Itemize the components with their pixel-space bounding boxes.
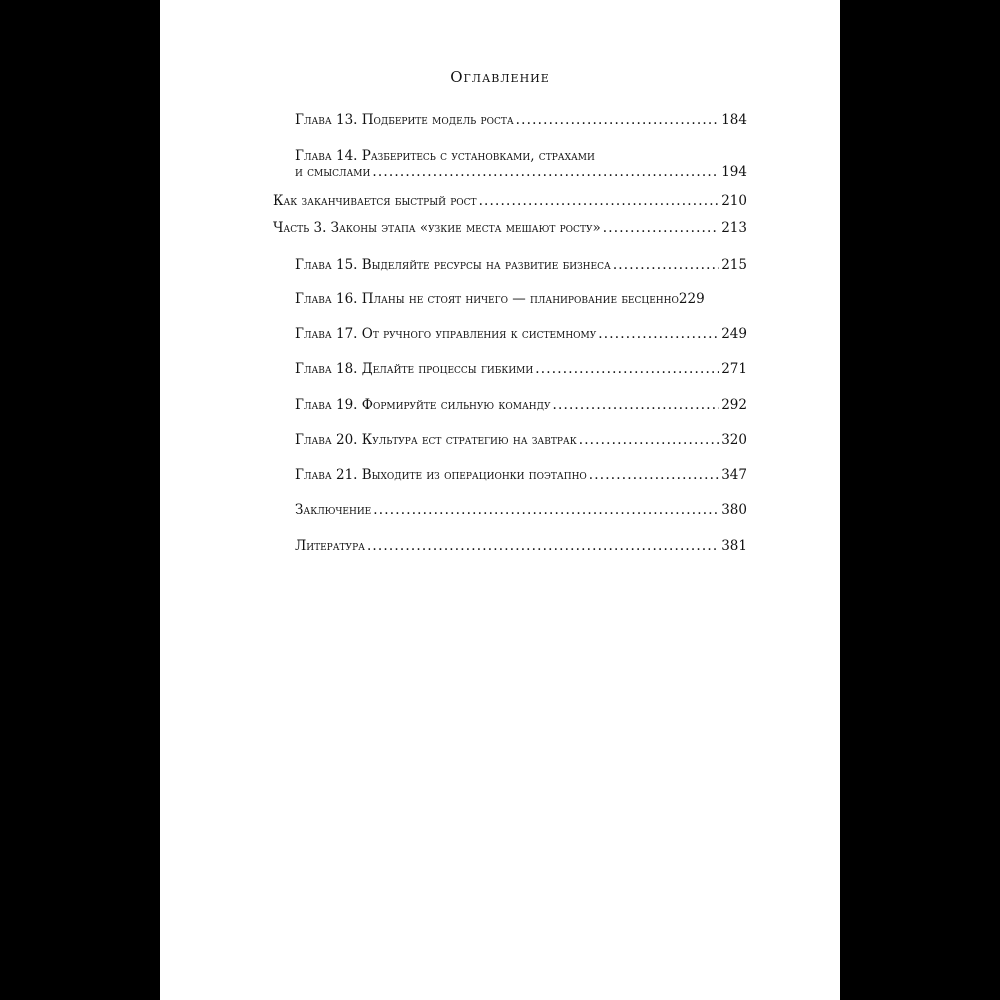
toc-leader-dots (373, 502, 719, 518)
toc-entry-fast-growth-end (273, 193, 747, 209)
toc-page-number: 184 (721, 112, 747, 128)
toc-page-number: 347 (721, 467, 747, 483)
toc-entry-chapter-13 (295, 112, 747, 128)
toc-entry-chapter-15 (295, 257, 747, 273)
toc-page-number: 381 (721, 538, 747, 554)
toc-leader-dots (535, 361, 719, 377)
toc-entry-label: Глава 15. Выделяйте ресурсы на развитие бизнеса (295, 257, 611, 273)
toc-entry-label: Глава 18. Делайте процессы гибкими (295, 361, 534, 377)
toc-entry-label: Глава 16. Планы не стоят ничего — планирование бесценно (295, 291, 679, 307)
toc-leader-dots (598, 326, 719, 342)
toc-leader-dots (552, 397, 719, 413)
toc-entry-label: Глава 20. Культура ест стратегию на завтрак (295, 432, 577, 448)
toc-page-number: 271 (721, 361, 747, 377)
toc-entry-label: Литература (295, 538, 365, 554)
toc-entry-chapter-20 (295, 432, 747, 448)
toc-entry-part-3 (273, 220, 747, 236)
toc-page-number: 215 (721, 257, 747, 273)
toc-leader-dots (516, 112, 720, 128)
toc-entry-label: Глава 13. Подберите модель роста (295, 112, 514, 128)
toc-page-number: 194 (721, 164, 747, 180)
toc-leader-dots (479, 193, 720, 209)
toc-entry-chapter-21 (295, 467, 747, 483)
toc-entry-label: Заключение (295, 502, 372, 518)
toc-entry-label-line1: Глава 14. Разберитесь с установками, страхами (295, 148, 595, 164)
table-of-contents (160, 0, 840, 1000)
toc-page-number: 380 (721, 502, 747, 518)
toc-leader-dots (579, 432, 720, 448)
toc-entry-label-line2: и смыслами (295, 164, 371, 180)
toc-page-number: 213 (721, 220, 747, 236)
page-title: Оглавление (450, 68, 550, 86)
book-page (160, 0, 840, 1000)
toc-leader-dots (589, 467, 719, 483)
toc-page-number: 320 (721, 432, 747, 448)
toc-leader-dots (367, 538, 719, 554)
toc-entry-label: Как заканчивается быстрый рост (273, 193, 477, 209)
toc-entry-references (295, 538, 747, 554)
toc-entry-chapter-17 (295, 326, 747, 342)
toc-entry-conclusion (295, 502, 747, 518)
toc-leader-dots (372, 164, 719, 180)
toc-page-number: 249 (721, 326, 747, 342)
toc-leader-dots (613, 257, 719, 273)
toc-entry-label: Глава 21. Выходите из операционки поэтапно (295, 467, 587, 483)
toc-page-number: 292 (721, 397, 747, 413)
toc-entry-chapter-19 (295, 397, 747, 413)
toc-entry-chapter-14 (295, 148, 747, 180)
toc-page-number: 229 (678, 291, 705, 307)
toc-entry-row (295, 164, 747, 180)
toc-entry-chapter-16 (295, 291, 747, 307)
toc-entry-chapter-18 (295, 361, 747, 377)
toc-entry-label: Глава 17. От ручного управления к системному (295, 326, 597, 342)
toc-entry-label: Глава 19. Формируйте сильную команду (295, 397, 551, 413)
toc-page-number: 210 (721, 193, 747, 209)
toc-leader-dots (603, 220, 720, 236)
toc-entry-label: Часть 3. Законы этапа «узкие места мешают росту» (273, 220, 601, 236)
